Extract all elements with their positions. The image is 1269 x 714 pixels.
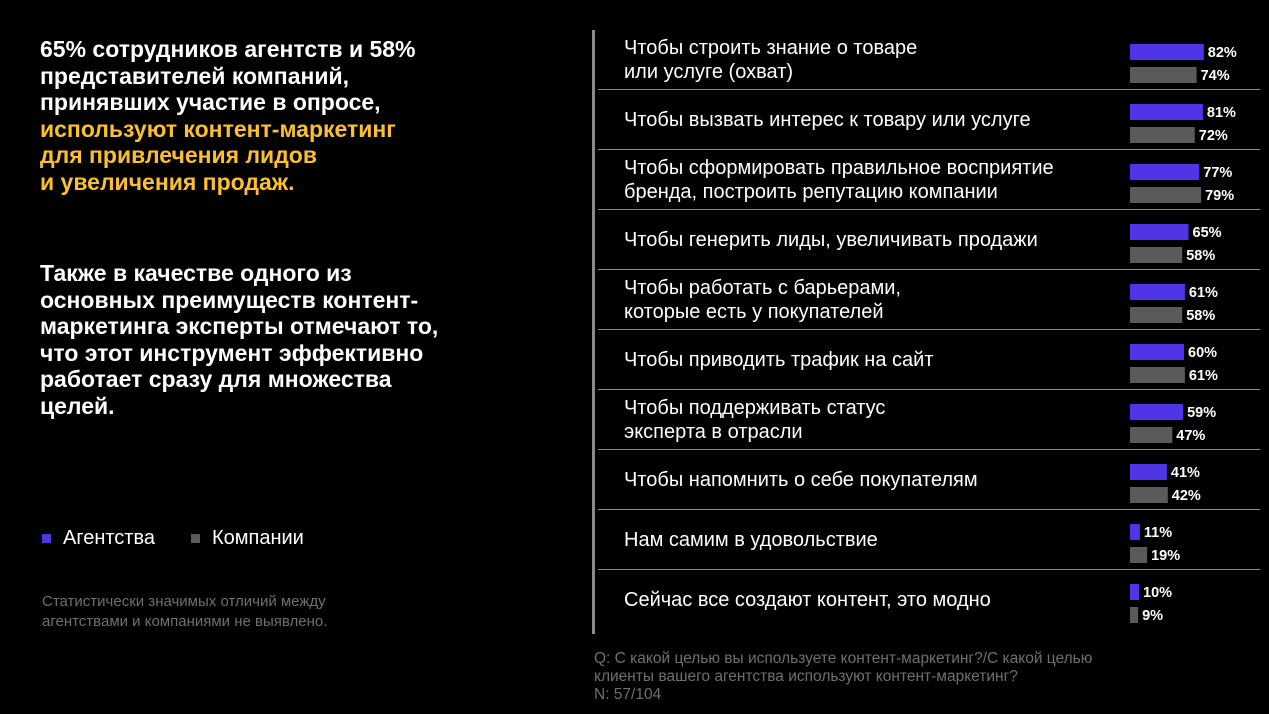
bar-chart xyxy=(592,30,1260,634)
bar-agencies xyxy=(1130,104,1203,120)
headline-intro: 65% сотрудников агентств и 58% представителей компаний, принявших участие в опросе, xyxy=(40,36,416,115)
bar-companies xyxy=(1130,487,1168,503)
legend-swatch-agencies xyxy=(42,534,51,543)
bar-group xyxy=(1130,90,1260,150)
bar-companies xyxy=(1130,427,1172,443)
category-label: Чтобы генерить лиды, увеличивать продажи xyxy=(624,229,1038,251)
chart-row xyxy=(598,90,1260,150)
bar-group xyxy=(1130,30,1260,90)
bar-companies xyxy=(1130,607,1138,623)
value-label-companies: 58% xyxy=(1186,308,1216,324)
chart-row xyxy=(598,450,1260,510)
value-label-companies: 19% xyxy=(1151,548,1181,564)
bar-companies xyxy=(1130,307,1182,323)
value-label-companies: 47% xyxy=(1176,428,1206,444)
bar-group xyxy=(1130,150,1260,210)
chart-row xyxy=(598,570,1260,630)
bar-agencies xyxy=(1130,524,1140,540)
chart-row xyxy=(598,330,1260,390)
value-label-agencies: 61% xyxy=(1188,285,1218,301)
bar-agencies xyxy=(1130,224,1189,240)
bar-group xyxy=(1130,210,1260,270)
bar-agencies xyxy=(1130,404,1183,420)
chart-row xyxy=(598,150,1260,210)
chart-row xyxy=(598,270,1260,330)
value-label-companies: 9% xyxy=(1142,608,1164,624)
bar-agencies xyxy=(1130,284,1185,300)
subtext: Также в качестве одного из основных преимуществ контент- маркетинга эксперты отмечают то, что этот инструмент эффективно работает сразу для множества целей. xyxy=(40,260,439,419)
legend-label-companies: Компании xyxy=(211,527,304,549)
bar-group xyxy=(1130,390,1260,450)
bar-agencies xyxy=(1130,464,1167,480)
chart-row xyxy=(598,390,1260,450)
bar-companies xyxy=(1130,67,1197,83)
category-label: Нам самим в удовольствие xyxy=(624,529,878,551)
bar-companies xyxy=(1130,127,1195,143)
value-label-agencies: 81% xyxy=(1206,105,1236,121)
category-label: Сейчас все создают контент, это модно xyxy=(624,589,991,611)
value-label-agencies: 82% xyxy=(1207,45,1237,61)
bar-agencies xyxy=(1130,164,1199,180)
bar-agencies xyxy=(1130,44,1204,60)
category-label: Чтобы приводить трафик на сайт xyxy=(624,349,934,371)
legend-item-companies xyxy=(191,527,304,550)
value-label-companies: 42% xyxy=(1171,488,1201,504)
question-footnote: Q: С какой целью вы используете контент-маркетинг?/С какой целью клиенты вашего агентства используют контент-маркетинг? N: 57/104 xyxy=(594,650,1093,703)
chart-row xyxy=(598,510,1260,570)
category-label: Чтобы вызвать интерес к товару или услуге xyxy=(624,109,1031,131)
chart-row xyxy=(598,210,1260,270)
value-label-companies: 74% xyxy=(1200,68,1230,84)
bar-group xyxy=(1130,510,1260,570)
bar-companies xyxy=(1130,547,1147,563)
bar-companies xyxy=(1130,367,1185,383)
value-label-companies: 72% xyxy=(1198,128,1228,144)
significance-note: Статистически значимых отличий между агентствами и компаниями не выявлено. xyxy=(42,593,328,630)
bar-companies xyxy=(1130,247,1182,263)
value-label-agencies: 59% xyxy=(1187,405,1217,421)
value-label-agencies: 60% xyxy=(1188,345,1218,361)
category-label: Чтобы напомнить о себе покупателям xyxy=(624,469,978,491)
category-label: Чтобы поддерживать статус эксперта в отрасли xyxy=(624,397,886,443)
value-label-agencies: 41% xyxy=(1170,465,1200,481)
value-label-agencies: 11% xyxy=(1143,525,1173,541)
headline-highlight: используют контент-маркетинг для привлечения лидов и увеличения продаж. xyxy=(40,115,396,195)
value-label-companies: 58% xyxy=(1186,248,1216,264)
category-label: Чтобы работать с барьерами, которые есть у покупателей xyxy=(624,277,901,323)
category-label: Чтобы сформировать правильное восприятие бренда, построить репутацию компании xyxy=(624,157,1054,203)
value-label-agencies: 10% xyxy=(1143,585,1173,601)
bar-group xyxy=(1130,270,1260,330)
category-label: Чтобы строить знание о товаре или услуге (охват) xyxy=(624,37,918,83)
legend-item-agencies xyxy=(42,527,155,550)
bar-group xyxy=(1130,570,1260,630)
chart-row xyxy=(598,30,1260,90)
bar-group xyxy=(1130,450,1260,510)
value-label-companies: 61% xyxy=(1188,368,1218,384)
bar-companies xyxy=(1130,187,1201,203)
bar-group xyxy=(1130,330,1260,390)
value-label-companies: 79% xyxy=(1205,188,1235,204)
left-panel xyxy=(40,36,540,195)
bar-agencies xyxy=(1130,344,1184,360)
value-label-agencies: 65% xyxy=(1192,225,1222,241)
value-label-agencies: 77% xyxy=(1203,165,1233,181)
headline xyxy=(40,36,540,195)
legend-label-agencies: Агентства xyxy=(63,527,155,549)
legend xyxy=(42,527,340,550)
legend-swatch-companies xyxy=(191,534,200,543)
bar-agencies xyxy=(1130,584,1139,600)
